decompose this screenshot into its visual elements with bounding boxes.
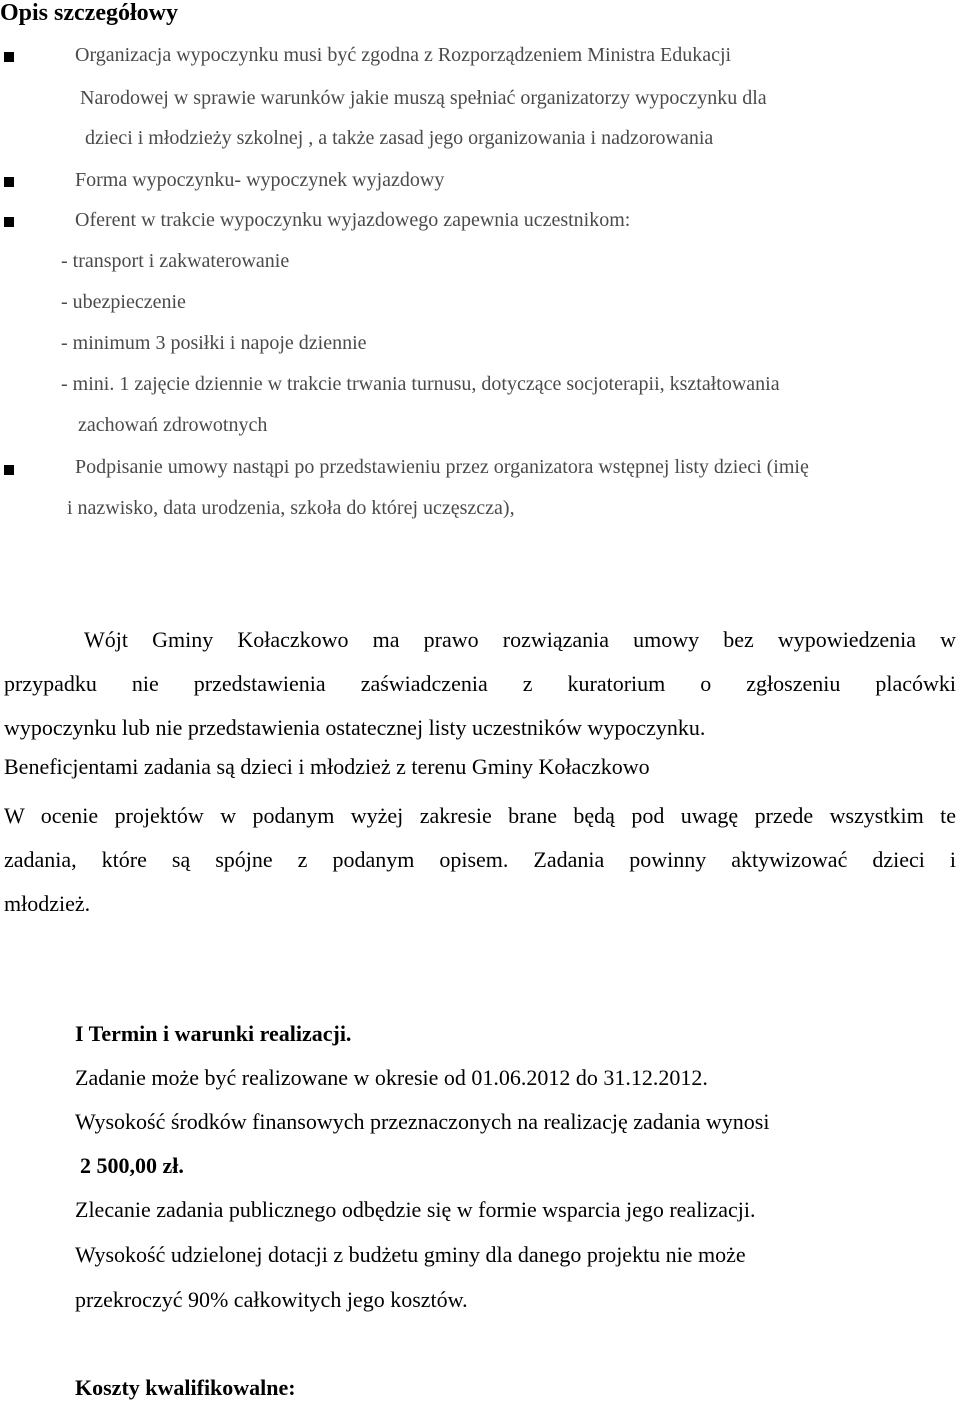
page-title: Opis szczegółowy bbox=[0, 0, 178, 26]
bullet-1-line-3: dzieci i młodzieży szkolnej , a także zasad jego organizowania i nadzorowania bbox=[85, 127, 714, 149]
sub-item-activity-line-1: - mini. 1 zajęcie dziennie w trakcie trwania turnusu, dotyczące socjoterapii, kształtowania bbox=[61, 373, 780, 395]
bullet-marker bbox=[4, 177, 14, 187]
evaluation-line-1: W ocenie projektów w podanym wyżej zakresie brane będą pod uwagę przede wszystkim te bbox=[4, 803, 956, 828]
grant-limit-line-2: przekroczyć 90% całkowitych jego kosztów. bbox=[75, 1287, 468, 1312]
bullet-4-line-1: Podpisanie umowy nastąpi po przedstawieniu przez organizatora wstępnej listy dzieci (imię bbox=[75, 456, 809, 478]
bullet-marker bbox=[4, 52, 14, 62]
section-heading-eligible-costs: Koszty kwalifikowalne: bbox=[75, 1375, 296, 1400]
term-period-line: Zadanie może być realizowane w okresie od 01.06.2012 do 31.12.2012. bbox=[75, 1065, 708, 1090]
bullet-1-line-2: Narodowej w sprawie warunków jakie muszą spełniać organizatorzy wypoczynku dla bbox=[80, 87, 767, 109]
grant-limit-line-1: Wysokość udzielonej dotacji z budżetu gminy dla danego projektu nie może bbox=[75, 1242, 746, 1267]
termination-line-1: Wójt Gminy Kołaczkowo ma prawo rozwiązania umowy bez wypowiedzenia w bbox=[84, 627, 956, 652]
beneficiaries-line: Beneficjentami zadania są dzieci i młodzież z terenu Gminy Kołaczkowo bbox=[4, 754, 650, 779]
termination-line-3: wypoczynku lub nie przedstawienia ostatecznej listy uczestników wypoczynku. bbox=[4, 715, 706, 740]
sub-item-insurance: - ubezpieczenie bbox=[61, 291, 186, 313]
termination-paragraph bbox=[4, 618, 956, 750]
sub-item-transport: - transport i zakwaterowanie bbox=[61, 250, 290, 272]
termination-line-2: przypadku nie przedstawienia zaświadczenia z kuratorium o zgłoszeniu placówki bbox=[4, 671, 956, 696]
funds-amount: 2 500,00 zł. bbox=[80, 1153, 184, 1178]
bullet-4-line-2: i nazwisko, data urodzenia, szkoła do której uczęszcza), bbox=[67, 497, 515, 519]
bullet-2: Forma wypoczynku- wypoczynek wyjazdowy bbox=[75, 169, 445, 191]
evaluation-line-2: zadania, które są spójne z podanym opisem. Zadania powinny aktywizować dzieci i bbox=[4, 847, 956, 872]
bullet-marker bbox=[4, 465, 14, 475]
bullet-1-line-1: Organizacja wypoczynku musi być zgodna z Rozporządzeniem Ministra Edukacji bbox=[75, 44, 732, 66]
section-heading-term: I Termin i warunki realizacji. bbox=[75, 1021, 352, 1046]
evaluation-paragraph bbox=[4, 794, 956, 926]
bullet-3: Oferent w trakcie wypoczynku wyjazdowego zapewnia uczestnikom: bbox=[75, 209, 631, 231]
sub-item-activity-line-2: zachowań zdrowotnych bbox=[78, 414, 268, 436]
sub-item-meals: - minimum 3 posiłki i napoje dziennie bbox=[61, 332, 367, 354]
evaluation-line-3: młodzież. bbox=[4, 891, 91, 916]
funds-line: Wysokość środków finansowych przeznaczonych na realizację zadania wynosi bbox=[75, 1109, 770, 1134]
commission-form-line: Zlecanie zadania publicznego odbędzie się w formie wsparcia jego realizacji. bbox=[75, 1197, 756, 1222]
bullet-marker bbox=[4, 217, 14, 227]
